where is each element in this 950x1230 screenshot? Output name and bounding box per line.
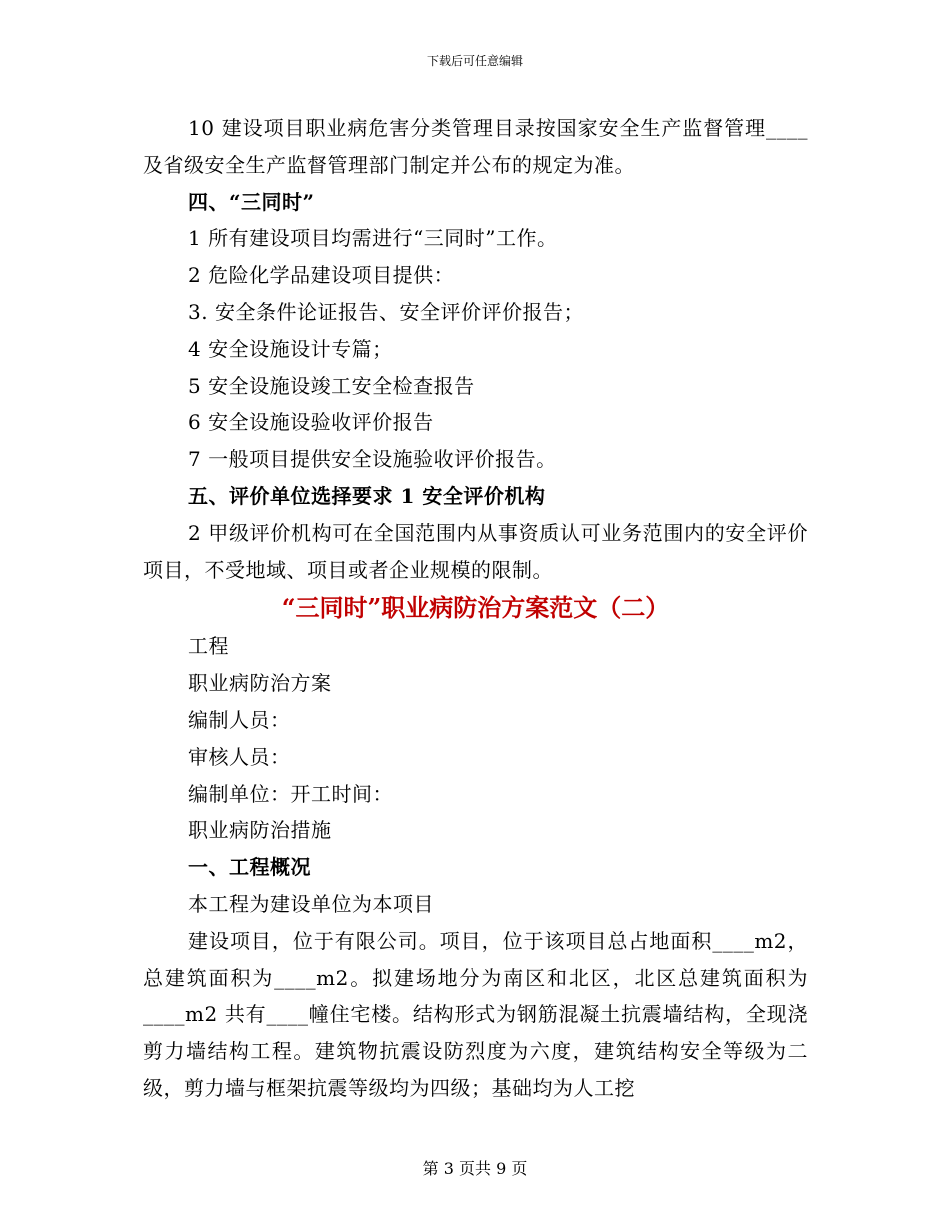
list-item: 2 危险化学品建设项目提供： xyxy=(188,263,455,288)
document-title: “三同时”职业病防治方案范文（二） xyxy=(281,593,670,623)
paragraph: 职业病防治措施 xyxy=(188,818,332,843)
list-item: 7 一般项目提供安全设施验收评价报告。 xyxy=(188,447,557,472)
list-item: 1 所有建设项目均需进行“三同时”工作。 xyxy=(188,226,558,251)
document-body xyxy=(143,110,808,1107)
paragraph: 工程 xyxy=(188,634,229,659)
section-heading-1: 一、工程概况 xyxy=(188,855,311,880)
paragraph: 审核人员： xyxy=(188,744,291,769)
page-footer: 第 3 页共 9 页 xyxy=(422,1159,528,1178)
paragraph: 2 甲级评价机构可在全国范围内从事资质认可业务范围内的安全评价项目，不受地域、项目或者企业规模的限制。 xyxy=(143,520,808,582)
paragraph: 编制人员： xyxy=(188,707,291,732)
paragraph: 编制单位：开工时间： xyxy=(188,781,393,806)
list-item: 6 安全设施设验收评价报告 xyxy=(188,410,434,435)
list-item: 4 安全设施设计专篇； xyxy=(188,336,393,361)
list-item: 5 安全设施设竣工安全检查报告 xyxy=(188,373,475,398)
paragraph: 10 建设项目职业病危害分类管理目录按国家安全生产监督管理____及省级安全生产监督管理部门制定并公布的规定为准。 xyxy=(143,116,808,177)
paragraph: 职业病防治方案 xyxy=(188,671,332,696)
page-header: 下载后可任意编辑 xyxy=(426,54,523,68)
paragraph: 建设项目，位于有限公司。项目，位于该项目总占地面积____m2，总建筑面积为____m2。拟建场地分为南区和北区，北区总建筑面积为____m2 共有____幢住宅楼。结构形式为钢筋混凝土抗震墙结构，全现浇剪力墙结构工程。建筑物抗震设防烈度为六度，建筑结构安全等级为二级，剪力墙与框架抗震等级均为四级；基础均为人工挖 xyxy=(143,928,808,1100)
section-heading-5: 五、评价单位选择要求 1 安全评价机构 xyxy=(188,483,546,508)
section-heading-4: 四、“三同时” xyxy=(188,189,315,214)
list-item: 3. 安全条件论证报告、安全评价评价报告； xyxy=(188,299,584,324)
paragraph: 本工程为建设单位为本项目 xyxy=(188,891,434,916)
